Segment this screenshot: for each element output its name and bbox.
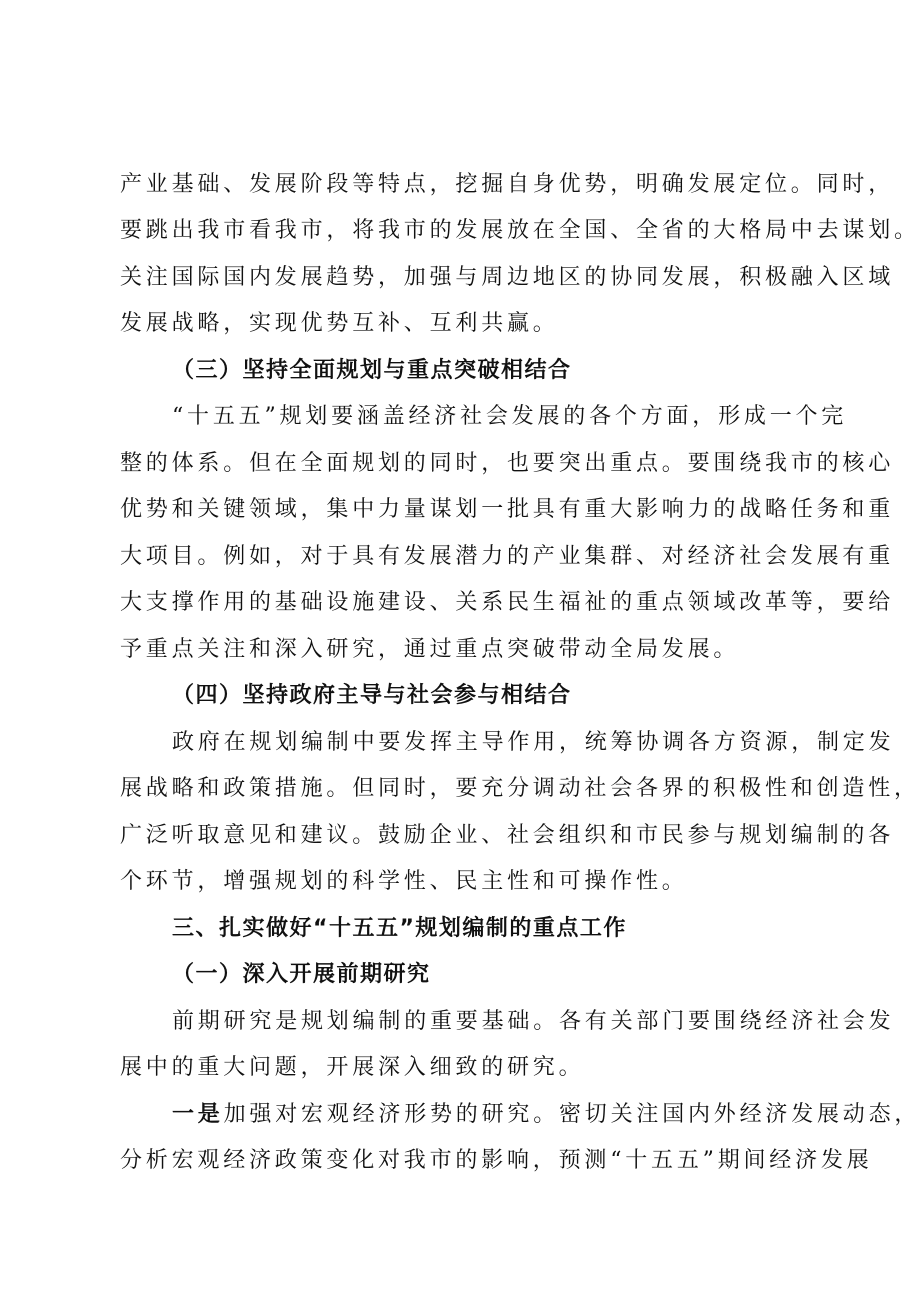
paragraph-line: “十五五”规划要涵盖经济社会发展的各个方面，形成一个完 <box>172 404 848 429</box>
paragraph-line: 分析宏观经济政策变化对我市的影响，预测“十五五”期间经济发展 <box>120 1148 873 1173</box>
paragraph-lead: 一是 <box>172 1102 224 1127</box>
paragraph-line: 前期研究是规划编制的重要基础。各有关部门要围绕经济社会发 <box>172 1009 895 1034</box>
paragraph-line: 要跳出我市看我市，将我市的发展放在全国、全省的大格局中去谋划。 <box>120 218 920 243</box>
paragraph-line <box>172 1100 920 1130</box>
section-heading: （四）坚持政府主导与社会参与相结合 <box>172 683 572 708</box>
paragraph-line: 优势和关键领域，集中力量谋划一批具有重大影响力的战略任务和重 <box>120 497 895 522</box>
paragraph-line: 广泛听取意见和建议。鼓励企业、社会组织和市民参与规划编制的各 <box>120 823 895 848</box>
paragraph-line: 政府在规划编制中要发挥主导作用，统筹协调各方资源，制定发 <box>172 730 895 755</box>
paragraph-line: 展战略和政策措施。但同时，要充分调动社会各界的积极性和创造性， <box>120 776 920 801</box>
paragraph-line: 产业基础、发展阶段等特点，挖掘自身优势，明确发展定位。同时， <box>120 172 895 197</box>
paragraph-line: 个环节，增强规划的科学性、民主性和可操作性。 <box>120 869 688 894</box>
paragraph-line: 发展战略，实现优势互补、互利共赢。 <box>120 311 559 336</box>
paragraph-text: 加强对宏观经济形势的研究。密切关注国内外经济发展动态， <box>223 1102 920 1127</box>
paragraph-line: 大支撑作用的基础设施建设、关系民生福祉的重点领域改革等，要给 <box>120 590 895 615</box>
chapter-heading: 三、扎实做好“十五五”规划编制的重点工作 <box>172 916 627 941</box>
section-heading: （一）深入开展前期研究 <box>172 962 431 987</box>
paragraph-line: 予重点关注和深入研究，通过重点突破带动全局发展。 <box>120 637 740 662</box>
section-heading: （三）坚持全面规划与重点突破相结合 <box>172 358 572 383</box>
paragraph-line: 整的体系。但在全面规划的同时，也要突出重点。要围绕我市的核心 <box>120 451 895 476</box>
paragraph-line: 大项目。例如，对于具有发展潜力的产业集群、对经济社会发展有重 <box>120 544 895 569</box>
paragraph-line: 关注国际国内发展趋势，加强与周边地区的协同发展，积极融入区域 <box>120 265 895 290</box>
paragraph-line: 展中的重大问题，开展深入细致的研究。 <box>120 1055 585 1080</box>
